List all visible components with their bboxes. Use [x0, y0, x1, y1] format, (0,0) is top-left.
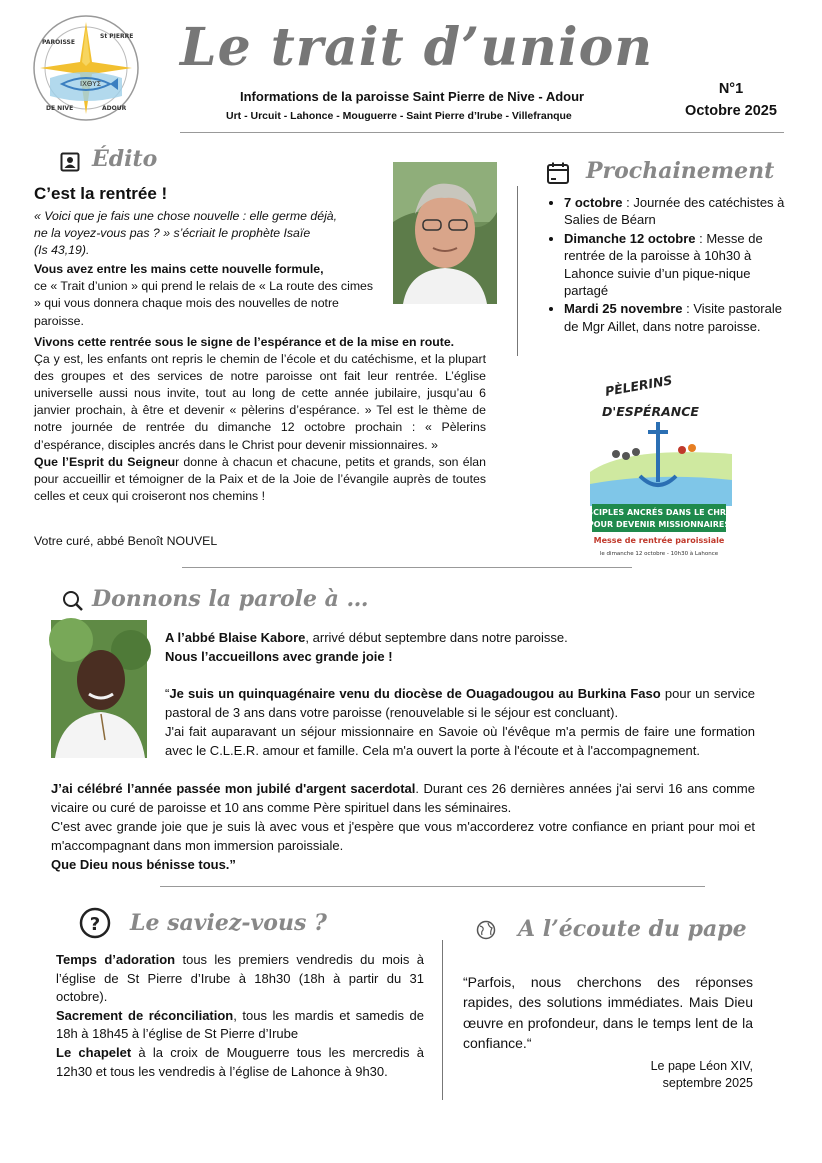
pilgrims-poster [577, 372, 741, 560]
pape-heading: A l’écoute du pape [518, 916, 747, 942]
edito-quote-line1: « Voici que je fais une chose nouvelle : elle germe déjà, [34, 209, 338, 223]
events-list [548, 194, 788, 336]
edito-p1-text: ce « Trait d’union » qui prend le relais de « La route des cimes » qui vous donnera chaque mois des nouvelles de notre paroisse. [34, 279, 374, 328]
column-divider [517, 186, 518, 356]
person-card-icon [60, 152, 80, 172]
parole-quote-bottom [51, 779, 755, 874]
issue-info [676, 78, 786, 122]
logo-text-tr: St PIERRE [100, 33, 134, 40]
event-item: • 7 octobre : Journée des catéchistes à Salies de Béarn [564, 194, 788, 229]
saviez-item1-bold: Temps d’adoration [56, 952, 176, 967]
pape-quote-open: “ [463, 974, 468, 990]
edito-quote-ref: (Is 43,19). [34, 243, 90, 258]
parole-quote-bold1: Je suis un quinquagénaire venu du diocèse de Ouagadougou au Burkina Faso [169, 686, 661, 701]
edito-quote-line2: ne la voyez-vous pas ? » s’écriait le prophète Isaïe [34, 226, 311, 241]
pape-quote-text: Parfois, nous cherchons des réponses rapides, des solutions immédiates. Mais Dieu œuvre en profondeur, dans le temps lent de la confiance. [463, 974, 753, 1052]
parole-quote-text3: . Durant ces 26 dernières années j'ai servi 16 ans comme vicaire ou curé de paroisse et 10 ans comme Père spirituel dans les séminaires. [51, 781, 755, 815]
parole-quote-bold2: J’ai célébré l’année passée mon jubilé d'argent sacerdotal [51, 781, 416, 796]
poster-title-line2: D'ESPÉRANCE [602, 404, 699, 419]
globe-icon [476, 920, 496, 940]
parole-welcome: Nous l’accueillons avec grande joie ! [165, 649, 393, 664]
edito-p1-bold: Vous avez entre les mains cette nouvelle formule, [34, 262, 324, 277]
poster-date: le dimanche 12 octobre - 10h30 à Lahonce [599, 551, 719, 557]
logo-text-bl: DE NIVE [46, 105, 74, 112]
saviez-item2-bold: Sacrement de réconciliation [56, 1007, 234, 1023]
edito-p2-text: Ça y est, les enfants ont repris le chemin de l’école et du catéchisme, et la plupart des groupes et des services de notre paroisse ont fait leur rentrée. L’église universelle aussi nous invite, tout au long de cette année jubilaire, jusqu’au 6 janvier prochain, à être et devenir « pèlerins d’espérance. » Tel est le thème de notre journée de rentrée du dimanche 12 octobre prochain : « Pèlerins d’espérance, disciples ancrés dans le Christ pour devenir missionnaires. » [34, 352, 486, 452]
column-divider-bottom [442, 940, 443, 1100]
edito-quote [34, 208, 379, 330]
edito-body [34, 334, 486, 505]
newsletter-subtitle: Informations de la paroisse Saint Pierre de Nive - Adour [240, 89, 585, 104]
event-item: • Mardi 25 novembre : Visite pastorale de Mgr Aillet, dans notre paroisse. [564, 300, 788, 335]
poster-banner-line1: DISCIPLES ANCRÉS DANS LE CHRIST [577, 508, 741, 517]
issue-date: Octobre 2025 [685, 103, 777, 119]
town-list: Urt - Urcuit - Lahonce - Mouguerre - Saint Pierre d’Irube - Villefranque [226, 110, 572, 122]
edito-heading: Édito [92, 146, 158, 172]
parole-intro [165, 628, 755, 666]
saviez-body [56, 951, 424, 1081]
parole-heading: Donnons la parole à … [92, 586, 369, 612]
parole-quote-text2: J'ai fait auparavant un séjour missionnaire en Savoie où l'évêque m'a permis de faire une formation avec le C.L.E.R. amour et famille. Cela m'a ouvert la porte à l'écoute et à l'accompagnement. [165, 724, 755, 758]
edito-p2-bold: Vivons cette rentrée sous le signe de l’espérance et de la mise en route. [34, 335, 455, 349]
section-divider-1 [182, 567, 632, 568]
priest-photo-nouvel [393, 162, 497, 304]
parole-quote-bold3: Que Dieu nous bénisse tous.” [51, 857, 236, 872]
parole-intro-text: , arrivé début septembre dans notre paroisse. [305, 630, 568, 645]
section-divider-2 [160, 886, 705, 887]
event-item: • Dimanche 12 octobre : Messe de rentrée de la paroisse à 10h30 à Lahonce suivie d’un pique-nique partagé [564, 230, 788, 300]
prochainement-heading: Prochainement [586, 158, 775, 184]
edito-p3-bold: Que l’Esprit du Seigneu [34, 454, 176, 469]
svg-text:?: ? [89, 914, 101, 935]
logo-text-tl: PAROISSE [42, 39, 75, 46]
parish-logo [30, 14, 142, 122]
pape-author: Le pape Léon XIV, [650, 1059, 753, 1073]
edito-headline: C’est la rentrée ! [34, 184, 168, 203]
pape-quote-close: “ [526, 1035, 532, 1052]
poster-banner-line2: POUR DEVENIR MISSIONNAIRES [587, 520, 731, 529]
issue-number: N°1 [718, 81, 744, 97]
parole-intro-bold: A l’abbé Blaise Kabore [165, 630, 306, 645]
priest-photo-kabore [51, 620, 147, 758]
poster-title-line1: PÈLERINS [603, 372, 674, 399]
parole-quote-text1: pour un service pastoral de 3 ans dans votre paroisse (renouvelable si le séjour est concluant). [165, 686, 755, 720]
saviez-item1-text: tous les premiers vendredis du mois à l’église de St Pierre d’Irube à 18h30 (18h à partir du 31 octobre). [56, 952, 424, 1005]
calendar-icon [546, 161, 570, 185]
header-divider [180, 132, 784, 133]
parole-quote-text4: C'est avec grande joie que je suis là avec vous et j'espère que vous m'accorderez votre confiance en priant pour moi et m'accompagnant dans mon immersion paroissiale. [51, 819, 755, 853]
saviez-item3-text: à la croix de Mouguerre tous les mercredis à 12h30 et tous les vendredis à l’église de Lahonce à 9h30. [56, 1044, 424, 1079]
saviez-item2-text: , tous les mardis et samedis de 18h à 18h45 à l’église de St Pierre d’Irube [56, 1007, 424, 1042]
svg-text:ΙΧΘΥΣ: ΙΧΘΥΣ [80, 80, 102, 88]
poster-event: Messe de rentrée paroissiale [593, 536, 725, 545]
question-icon [79, 907, 111, 939]
edito-signature: Votre curé, abbé Benoît NOUVEL [34, 534, 218, 548]
pape-date: septembre 2025 [662, 1076, 753, 1090]
saviez-item3-bold: Le chapelet [56, 1044, 132, 1060]
parole-quote-top: “Je suis un quinquagénaire venu du diocèse de Ouagadougou au Burkina Faso pour un service pastoral de 3 ans dans votre paroisse (renouvelable si le séjour est concluant). J'ai fait auparavant un séjour missionnaire en Savoie où l'évêque m'a permis de faire une formation avec le C.L.E.R. amour et famille. Cela m'a ouvert la porte à l'écoute et à l'accompagnement. [165, 686, 755, 758]
saviez-heading: Le saviez-vous ? [130, 910, 327, 936]
search-icon [62, 590, 84, 612]
pape-attribution [600, 1058, 753, 1092]
logo-text-br: ADOUR [102, 105, 127, 112]
newsletter-title: Le trait d’union [180, 17, 654, 78]
pape-quote [463, 972, 753, 1054]
edito-p3-text: r donne à chacun et chacune, petits et grands, son élan pour accueillir et témoigner de la Paix et de la Joie de l’évangile auprès de toutes celles et ceux qui croiseront nos chemins ! [34, 454, 486, 503]
